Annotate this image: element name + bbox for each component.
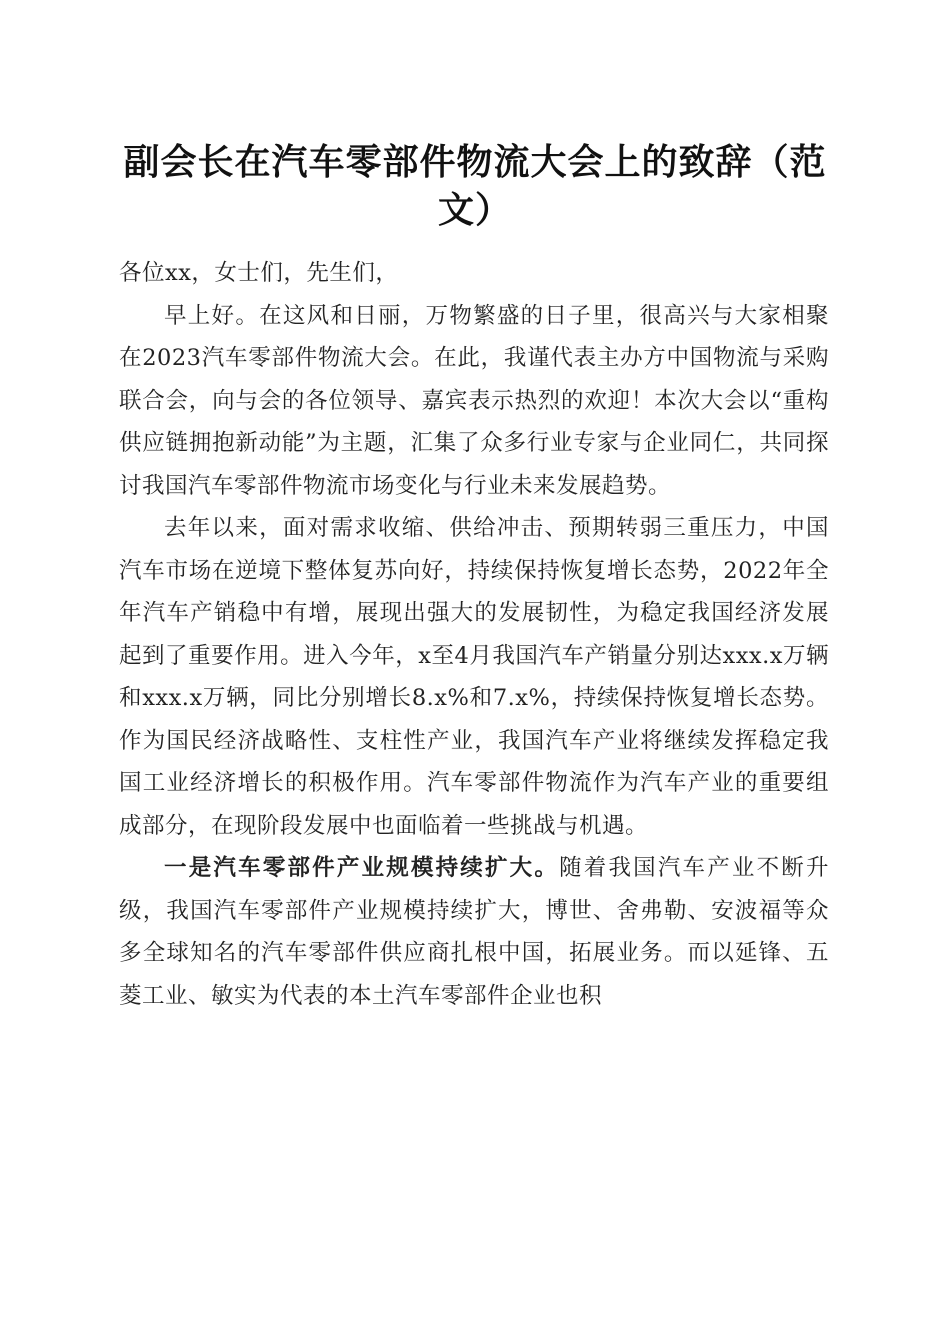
paragraph-lead: 一是汽车零部件产业规模持续扩大。	[164, 855, 560, 881]
paragraph-text: 早上好。在这风和日丽，万物繁盛的日子里，很高兴与大家相聚在2023汽车零部件物流大会。在此，我谨代表主办方中国物流与采购联合会，向与会的各位领导、嘉宾表示热烈的欢迎！本次大会以“重构供应链拥抱新动能”为主题，汇集了众多行业专家与企业同仁，共同探讨我国汽车零部件物流市场变化与行业未来发展趋势。	[119, 302, 829, 499]
paragraph-text: 随着我国汽车产业不断升级，我国汽车零部件产业规模持续扩大，博世、舍弗勒、安波福等众多全球知名的汽车零部件供应商扎根中国，拓展业务。而以延锋、五菱工业、敏实为代表的本土汽车零部件企业也积	[119, 855, 829, 1009]
document-body	[119, 252, 829, 1017]
document-title: 副会长在汽车零部件物流大会上的致辞（范文）	[123, 141, 827, 231]
salutation: 各位xx，女士们，先生们，	[119, 260, 399, 286]
paragraph-point-one	[119, 847, 829, 1017]
paragraph-market-overview	[119, 507, 829, 847]
paragraph-opening	[119, 295, 829, 508]
paragraph-text: 去年以来，面对需求收缩、供给冲击、预期转弱三重压力，中国汽车市场在逆境下整体复苏向好，持续保持恢复增长态势，2022年全年汽车产销稳中有增，展现出强大的发展韧性，为稳定我国经济发展起到了重要作用。进入今年，x至4月我国汽车产销量分别达xxx.x万辆和xxx.x万辆，同比分别增长8.x%和7.x%，持续保持恢复增长态势。作为国民经济战略性、支柱性产业，我国汽车产业将继续发挥稳定我国工业经济增长的积极作用。汽车零部件物流作为汽车产业的重要组成部分，在现阶段发展中也面临着一些挑战与机遇。	[119, 515, 829, 839]
